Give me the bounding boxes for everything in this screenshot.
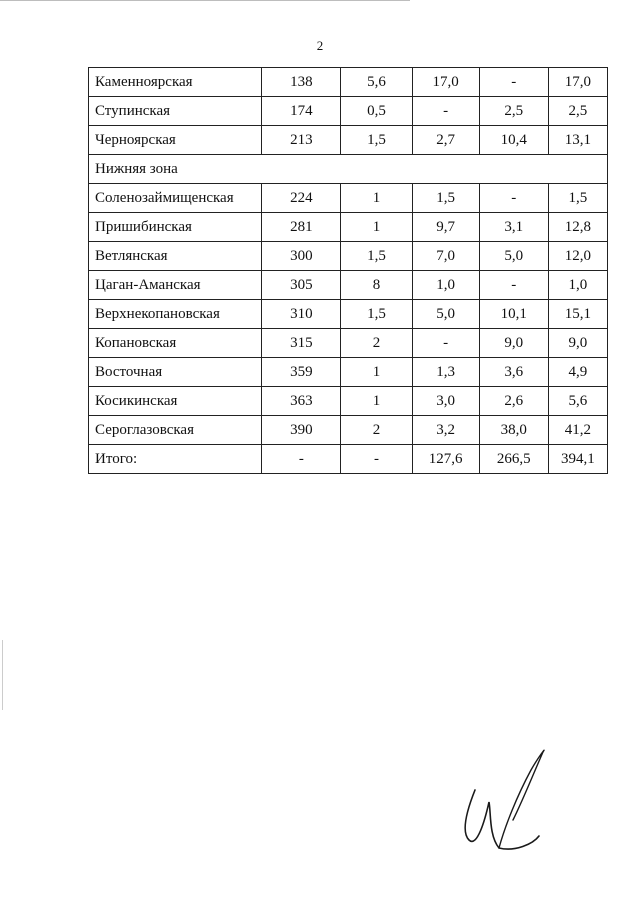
value-cell-c2: 1 xyxy=(341,184,412,213)
value-cell-c3: 5,0 xyxy=(412,300,479,329)
value-cell-c1: 224 xyxy=(262,184,341,213)
value-cell-c1: 138 xyxy=(262,68,341,97)
value-cell-c1: 310 xyxy=(262,300,341,329)
value-cell-c2: 1,5 xyxy=(341,300,412,329)
value-cell-c3: 9,7 xyxy=(412,213,479,242)
value-cell-c5: 9,0 xyxy=(548,329,607,358)
table-row xyxy=(89,300,608,329)
value-cell-c4: 5,0 xyxy=(479,242,548,271)
value-cell-c3: 7,0 xyxy=(412,242,479,271)
value-cell-c5: 1,0 xyxy=(548,271,607,300)
station-name-cell: Соленозаймищенская xyxy=(89,184,262,213)
value-cell-c5: 15,1 xyxy=(548,300,607,329)
value-cell-c3: 3,2 xyxy=(412,416,479,445)
value-cell-c5: 13,1 xyxy=(548,126,607,155)
value-cell-c5: 2,5 xyxy=(548,97,607,126)
value-cell-c3: 1,3 xyxy=(412,358,479,387)
section-label: Нижняя зона xyxy=(89,155,608,184)
value-cell-c3: 1,5 xyxy=(412,184,479,213)
station-name-cell: Верхнекопановская xyxy=(89,300,262,329)
page-number: 2 xyxy=(316,38,324,53)
value-cell-c5: 12,8 xyxy=(548,213,607,242)
value-cell-c4: - xyxy=(479,271,548,300)
table-row xyxy=(89,68,608,97)
table-row xyxy=(89,213,608,242)
table-body xyxy=(89,68,608,474)
table-row xyxy=(89,387,608,416)
table-row xyxy=(89,242,608,271)
value-cell-c3: 3,0 xyxy=(412,387,479,416)
value-cell-c2: 0,5 xyxy=(341,97,412,126)
value-cell-c1: 315 xyxy=(262,329,341,358)
station-name-cell: Копановская xyxy=(89,329,262,358)
value-cell-c2: 2 xyxy=(341,329,412,358)
value-cell-c2: 2 xyxy=(341,416,412,445)
value-cell-c1: 281 xyxy=(262,213,341,242)
table-row xyxy=(89,97,608,126)
value-cell-c5: 41,2 xyxy=(548,416,607,445)
value-cell-c2: 5,6 xyxy=(341,68,412,97)
value-cell-c1: 359 xyxy=(262,358,341,387)
value-cell-c4: 266,5 xyxy=(479,445,548,474)
signature-image xyxy=(455,740,565,855)
value-cell-c5: 1,5 xyxy=(548,184,607,213)
top-rule xyxy=(0,0,410,1)
value-cell-c4: 3,6 xyxy=(479,358,548,387)
value-cell-c2: 1 xyxy=(341,213,412,242)
station-name-cell: Восточная xyxy=(89,358,262,387)
value-cell-c4: 9,0 xyxy=(479,329,548,358)
value-cell-c2: 8 xyxy=(341,271,412,300)
station-name-cell: Итого: xyxy=(89,445,262,474)
table-row xyxy=(89,416,608,445)
table-row xyxy=(89,358,608,387)
value-cell-c1: 174 xyxy=(262,97,341,126)
value-cell-c1: 305 xyxy=(262,271,341,300)
margin-mark xyxy=(2,640,3,710)
value-cell-c4: 2,5 xyxy=(479,97,548,126)
table-row xyxy=(89,445,608,474)
value-cell-c2: - xyxy=(341,445,412,474)
station-name-cell: Цаган-Аманская xyxy=(89,271,262,300)
value-cell-c3: - xyxy=(412,329,479,358)
value-cell-c1: 213 xyxy=(262,126,341,155)
value-cell-c4: - xyxy=(479,184,548,213)
section-row xyxy=(89,155,608,184)
value-cell-c3: 2,7 xyxy=(412,126,479,155)
value-cell-c1: 363 xyxy=(262,387,341,416)
table-row xyxy=(89,329,608,358)
value-cell-c5: 394,1 xyxy=(548,445,607,474)
value-cell-c1: 300 xyxy=(262,242,341,271)
value-cell-c5: 4,9 xyxy=(548,358,607,387)
station-name-cell: Косикинская xyxy=(89,387,262,416)
value-cell-c4: 38,0 xyxy=(479,416,548,445)
table-row xyxy=(89,271,608,300)
value-cell-c2: 1 xyxy=(341,387,412,416)
table-row xyxy=(89,184,608,213)
station-name-cell: Сероглазовская xyxy=(89,416,262,445)
value-cell-c1: - xyxy=(262,445,341,474)
station-name-cell: Ступинская xyxy=(89,97,262,126)
value-cell-c3: - xyxy=(412,97,479,126)
value-cell-c2: 1,5 xyxy=(341,242,412,271)
station-name-cell: Ветлянская xyxy=(89,242,262,271)
station-name-cell: Пришибинская xyxy=(89,213,262,242)
value-cell-c2: 1,5 xyxy=(341,126,412,155)
value-cell-c4: 10,4 xyxy=(479,126,548,155)
value-cell-c5: 17,0 xyxy=(548,68,607,97)
value-cell-c4: 3,1 xyxy=(479,213,548,242)
value-cell-c4: - xyxy=(479,68,548,97)
table-row xyxy=(89,126,608,155)
value-cell-c3: 1,0 xyxy=(412,271,479,300)
value-cell-c4: 2,6 xyxy=(479,387,548,416)
station-name-cell: Черноярская xyxy=(89,126,262,155)
station-name-cell: Каменноярская xyxy=(89,68,262,97)
data-table xyxy=(88,67,608,474)
value-cell-c5: 12,0 xyxy=(548,242,607,271)
value-cell-c1: 390 xyxy=(262,416,341,445)
value-cell-c3: 17,0 xyxy=(412,68,479,97)
value-cell-c3: 127,6 xyxy=(412,445,479,474)
value-cell-c4: 10,1 xyxy=(479,300,548,329)
value-cell-c5: 5,6 xyxy=(548,387,607,416)
value-cell-c2: 1 xyxy=(341,358,412,387)
